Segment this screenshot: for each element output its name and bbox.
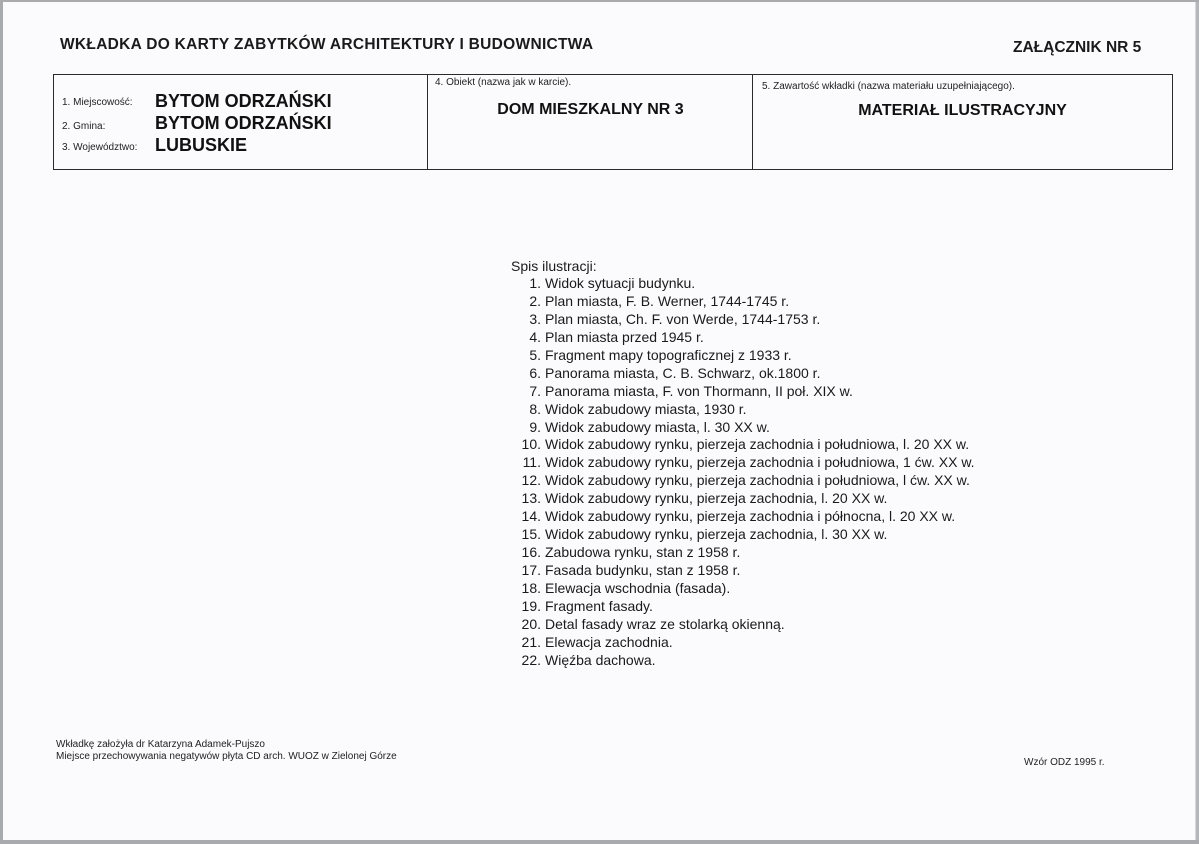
list-item-number: 7. [529,382,541,399]
list-item-number: 21. [521,633,541,650]
list-item [511,311,975,329]
list-item-text: Plan miasta przed 1945 r. [545,328,704,345]
list-item-text: Elewacja wschodnia (fasada). [545,579,731,596]
header-fields-box [53,74,1173,170]
list-item-number: 12. [521,472,541,489]
list-item-number: 20. [521,615,541,632]
gmina-label: 2. Gmina: [62,121,106,132]
list-item-text: Panorama miasta, F. von Thormann, II poł. XIX w. [545,382,853,399]
list-item [511,347,975,365]
list-item [511,634,975,652]
column-divider [427,75,428,169]
list-item-text: Widok zabudowy rynku, pierzeja zachodnia, l. 20 XX w. [545,490,888,507]
list-item [511,365,975,383]
list-item-text: Fragment fasady. [545,597,653,614]
list-item-number: 5. [529,346,541,363]
list-item-text: Zabudowa rynku, stan z 1958 r. [545,544,741,561]
list-item [511,508,975,526]
list-item-text: Elewacja zachodnia. [545,633,673,650]
list-item [511,544,975,562]
list-item-text: Widok sytuacji budynku. [545,275,696,291]
list-item [511,436,975,454]
obiekt-value: DOM MIESZKALNY NR 3 [497,101,684,118]
wojewodztwo-label: 3. Województwo: [62,142,138,153]
list-item-text: Plan miasta, Ch. F. von Werde, 1744-1753 r. [545,310,821,327]
list-item [511,383,975,401]
list-item-number: 6. [529,364,541,381]
list-item-text: Więźba dachowa. [545,651,656,668]
list-item [511,329,975,347]
list-item-number: 22. [521,651,541,668]
list-item-text: Fragment mapy topograficznej z 1933 r. [545,346,792,363]
list-item-number: 4. [529,328,541,345]
illustration-list [511,257,975,670]
attachment-number: ZAŁĄCZNIK NR 5 [1013,39,1142,56]
list-item-text: Panorama miasta, C. B. Schwarz, ok.1800 r. [545,364,821,381]
list-item [511,275,975,293]
list-item-number: 16. [521,544,541,561]
list-item-number: 10. [521,436,541,453]
list-item-text: Plan miasta, F. B. Werner, 1744-1745 r. [545,292,790,309]
list-item-number: 15. [521,526,541,543]
obiekt-label: 4. Obiekt (nazwa jak w karcie). [435,77,572,88]
list-item-number: 2. [529,292,541,309]
list-item-number: 8. [529,400,541,417]
list-item-text: Widok zabudowy rynku, pierzeja zachodnia i południowa, 1 ćw. XX w. [545,454,975,471]
zawartosc-value: MATERIAŁ ILUSTRACYJNY [858,102,1067,119]
list-item [511,598,975,616]
list-item-number: 1. [529,275,541,291]
list-item [511,526,975,544]
miejscowosc-label: 1. Miejscowość: [62,97,133,108]
list-items [511,275,975,670]
list-heading: Spis ilustracji: [511,258,597,274]
template-note: Wzór ODZ 1995 r. [1024,757,1105,768]
list-item [511,454,975,472]
document-title: WKŁADKA DO KARTY ZABYTKÓW ARCHITEKTURY I BUDOWNICTWA [60,36,594,53]
gmina-value: BYTOM ODRZAŃSKI [155,113,332,133]
list-item-number: 3. [529,310,541,327]
list-item-text: Widok zabudowy miasta, 1930 r. [545,400,747,417]
list-item [511,472,975,490]
list-item [511,293,975,311]
list-item-text: Widok zabudowy rynku, pierzeja zachodnia, l. 30 XX w. [545,526,888,543]
list-item-text: Widok zabudowy rynku, pierzeja zachodnia i południowa, l ćw. XX w. [545,472,970,489]
list-item-number: 14. [521,508,541,525]
list-item [511,490,975,508]
list-item-number: 18. [521,579,541,596]
miejscowosc-value: BYTOM ODRZAŃSKI [155,91,332,111]
list-item-number: 17. [521,562,541,578]
list-item [511,616,975,634]
column-divider [752,75,753,169]
list-item [511,401,975,419]
document-sheet [3,2,1197,840]
list-item-text: Fasada budynku, stan z 1958 r. [545,562,741,578]
author-note: Wkładkę założyła dr Katarzyna Adamek-Pujszo [56,739,265,750]
list-item [511,580,975,598]
list-item-number: 11. [522,454,541,471]
storage-note: Miejsce przechowywania negatywów płyta CD arch. WUOZ w Zielonej Górze [56,751,397,762]
list-item [511,419,975,437]
list-item-text: Detal fasady wraz ze stolarką okienną. [545,615,785,632]
list-item [511,562,975,580]
list-item-text: Widok zabudowy miasta, l. 30 XX w. [545,418,770,435]
list-item-text: Widok zabudowy rynku, pierzeja zachodnia i północna, l. 20 XX w. [545,508,956,525]
list-item-number: 19. [521,597,541,614]
list-item-text: Widok zabudowy rynku, pierzeja zachodnia i południowa, l. 20 XX w. [545,436,970,453]
list-item-number: 13. [521,490,541,507]
list-item-number: 9. [529,418,541,435]
list-item [511,652,975,670]
zawartosc-label: 5. Zawartość wkładki (nazwa materiału uzupełniającego). [762,81,1015,92]
wojewodztwo-value: LUBUSKIE [155,135,248,155]
